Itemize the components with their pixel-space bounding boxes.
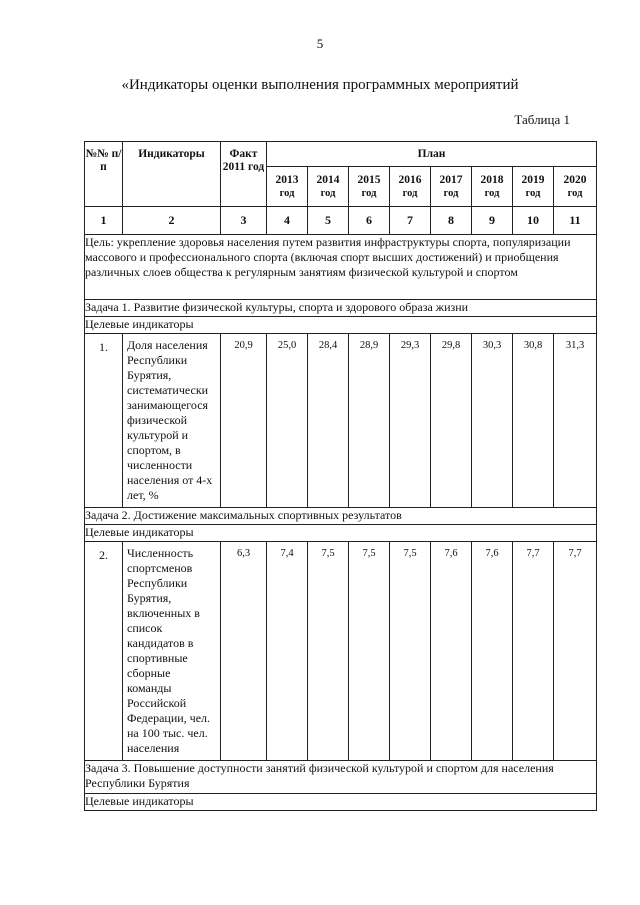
column-number: 2 [123, 207, 221, 235]
target-indicators-label: Целевые индикаторы [85, 525, 597, 542]
column-number: 3 [221, 207, 267, 235]
indicator-name: Доля населения Республики Бурятия, систематически занимающегося физической культурой и спортом, в численности населения от 4-х лет, % [123, 334, 221, 508]
value-2019: 30,8 [513, 334, 554, 508]
goal-text: Цель: укрепление здоровья населения путем развития инфраструктуры спорта, популяризации массового и профессионального спорта (включая спорт высших достижений) и приобщения различных слоев общества к регулярным занятиям физической культурой и спортом [85, 235, 597, 300]
value-fact-2011: 20,9 [221, 334, 267, 508]
header-year-2016: 2016 год [390, 167, 431, 207]
value-2015: 28,9 [349, 334, 390, 508]
row-number: 1. [85, 334, 123, 508]
value-2020: 31,3 [554, 334, 597, 508]
header-year-2015: 2015 год [349, 167, 390, 207]
table-row [85, 334, 597, 508]
value-2013: 7,4 [267, 542, 308, 761]
value-2017: 29,8 [431, 334, 472, 508]
value-fact-2011: 6,3 [221, 542, 267, 761]
header-fact: Факт 2011 год [221, 142, 267, 207]
table-label: Таблица 1 [514, 112, 570, 127]
value-2013: 25,0 [267, 334, 308, 508]
value-2017: 7,6 [431, 542, 472, 761]
row-number: 2. [85, 542, 123, 761]
header-year-2019: 2019 год [513, 167, 554, 207]
value-2018: 7,6 [472, 542, 513, 761]
header-year-2020: 2020 год [554, 167, 597, 207]
task-2: Задача 2. Достижение максимальных спортивных результатов [85, 508, 597, 525]
indicator-name: Численность спортсменов Республики Бурятия, включенных в список кандидатов в спортивные сборные команды Российской Федерации, чел. на 100 тыс. чел. населения [123, 542, 221, 761]
value-2018: 30,3 [472, 334, 513, 508]
value-2016: 29,3 [390, 334, 431, 508]
value-2019: 7,7 [513, 542, 554, 761]
document-title: «Индикаторы оценки выполнения программных мероприятий [121, 77, 519, 93]
column-number: 11 [554, 207, 597, 235]
value-2016: 7,5 [390, 542, 431, 761]
value-2020: 7,7 [554, 542, 597, 761]
column-number: 5 [308, 207, 349, 235]
header-no: №№ п/п [85, 142, 123, 207]
header-year-2018: 2018 год [472, 167, 513, 207]
column-number: 4 [267, 207, 308, 235]
value-2014: 28,4 [308, 334, 349, 508]
target-indicators-label: Целевые индикаторы [85, 794, 597, 811]
header-year-2017: 2017 год [431, 167, 472, 207]
indicators-table [84, 141, 597, 811]
column-number: 10 [513, 207, 554, 235]
table-row [85, 542, 597, 761]
value-2014: 7,5 [308, 542, 349, 761]
column-number: 9 [472, 207, 513, 235]
column-number: 1 [85, 207, 123, 235]
page-number: 5 [316, 36, 324, 51]
header-indicators: Индикаторы [123, 142, 221, 207]
value-2015: 7,5 [349, 542, 390, 761]
task-3: Задача 3. Повышение доступности занятий физической культурой и спортом для населения Республики Бурятия [85, 761, 597, 794]
column-number: 7 [390, 207, 431, 235]
target-indicators-label: Целевые индикаторы [85, 317, 597, 334]
column-number: 8 [431, 207, 472, 235]
column-numbers-row [85, 207, 597, 235]
header-year-2013: 2013 год [267, 167, 308, 207]
task-1: Задача 1. Развитие физической культуры, спорта и здорового образа жизни [85, 300, 597, 317]
header-year-2014: 2014 год [308, 167, 349, 207]
header-plan: План [267, 142, 597, 167]
column-number: 6 [349, 207, 390, 235]
